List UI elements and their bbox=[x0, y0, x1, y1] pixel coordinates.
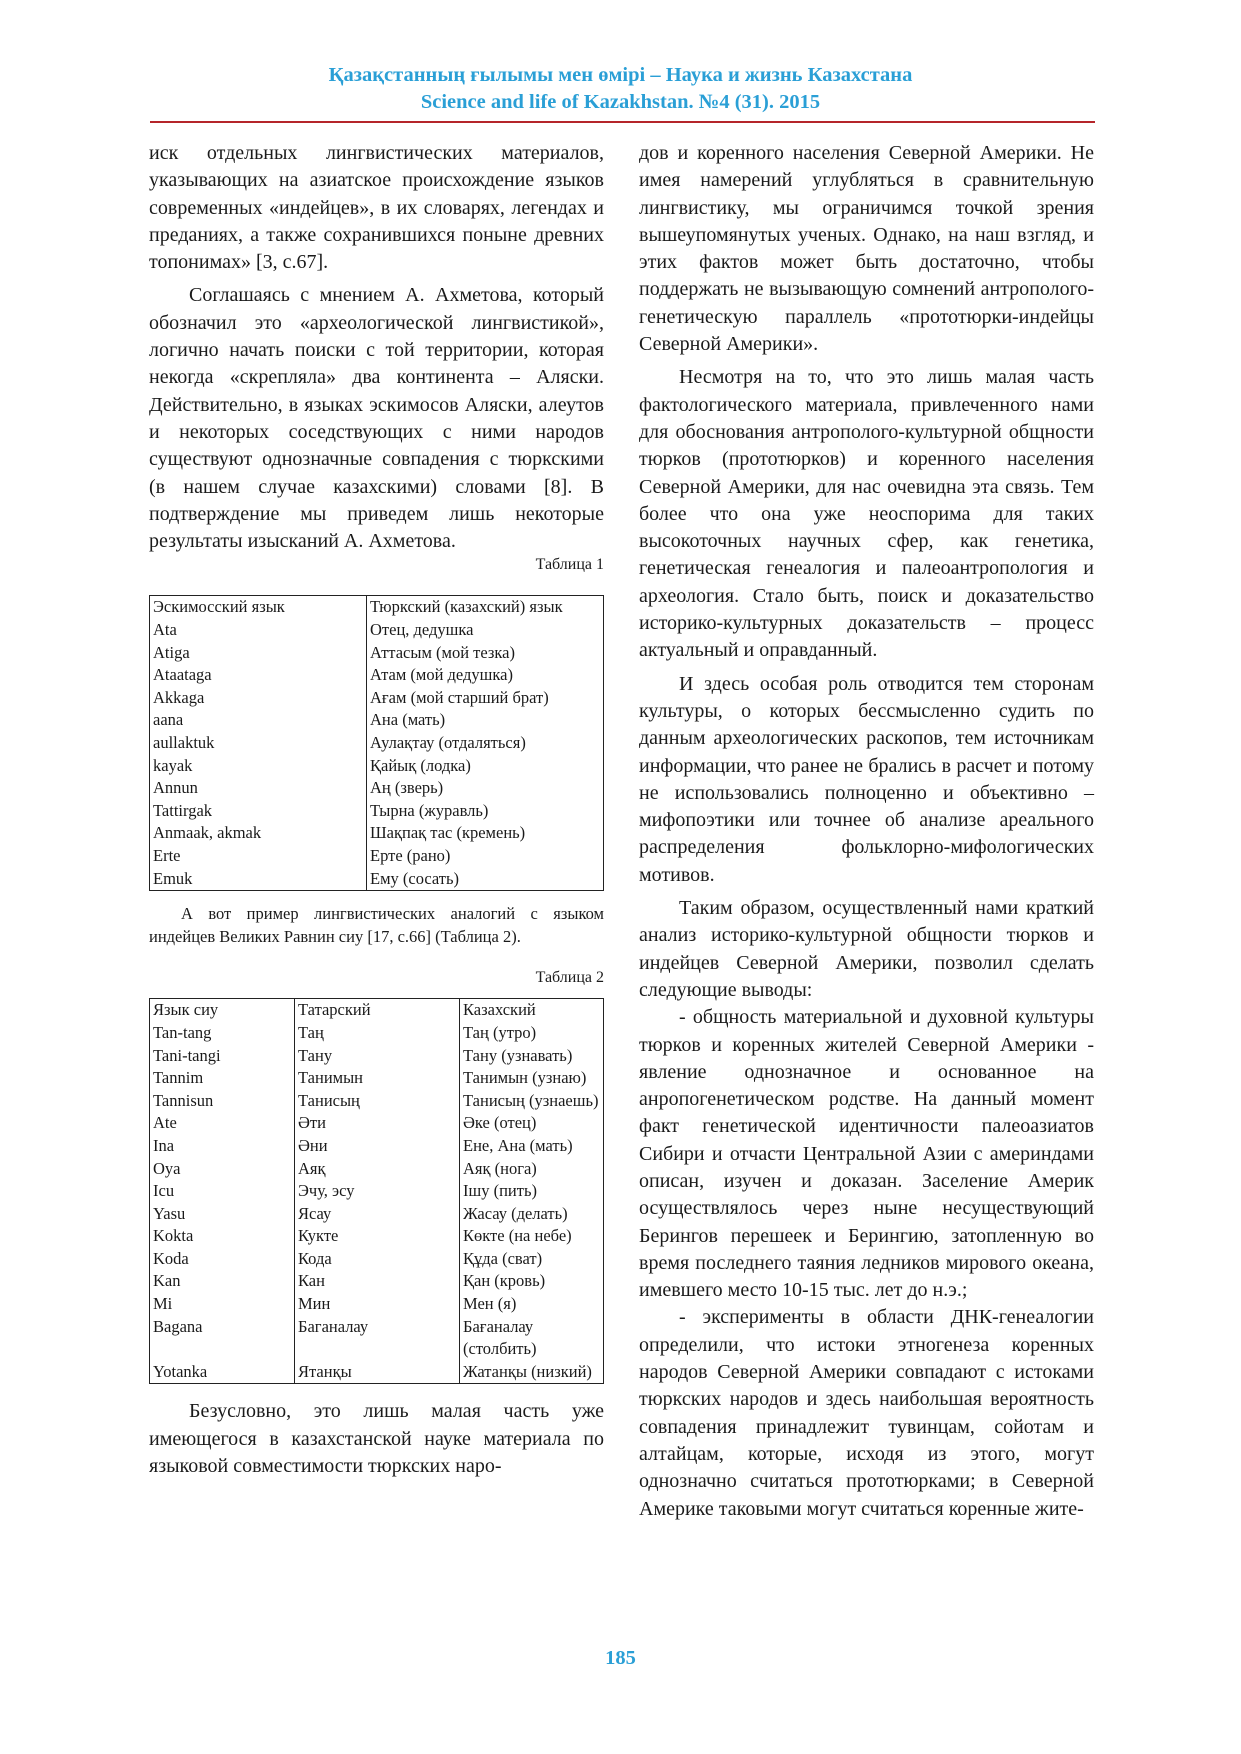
table-cell: Аяқ bbox=[295, 1158, 460, 1181]
table-header-cell: Эскимосский язык bbox=[150, 596, 367, 619]
table-header-cell: Казахский bbox=[460, 999, 604, 1022]
paragraph: Таким образом, осуществленный нами краткий анализ историко-культурной общности тюрков и индейцев Северной Америки, позволил сделать следующие выводы: bbox=[639, 897, 1094, 1001]
table-cell: Мин bbox=[295, 1293, 460, 1316]
table-row bbox=[150, 1022, 604, 1045]
table-cell: Kokta bbox=[150, 1225, 295, 1248]
table-row bbox=[150, 619, 604, 642]
journal-title-line1: Қазақстанның ғылымы мен өмірі – Наука и жизнь Казахстана bbox=[328, 64, 913, 86]
table-row bbox=[150, 709, 604, 732]
paragraph: Несмотря на то, что это лишь малая часть фактологического материала, привлеченного нами для обоснования антрополого-культурной общности тюрков (прототюрков) и коренного населения Северной Америки, для нас очевидна эта связь. Тем более что она уже неоспорима для таких высокоточных научных сфер, как генетика, генетическая генеалогия и палеоантропология и археология. Стало быть, поиск и доказательство историко-культурных доказательств – процесс актуальный и оправданный. bbox=[639, 366, 1094, 662]
table-cell: Koda bbox=[150, 1248, 295, 1271]
table-cell: Аттасым (мой тезка) bbox=[367, 642, 604, 665]
page-number: 185 bbox=[605, 1647, 636, 1669]
table-cell: Мен (я) bbox=[460, 1293, 604, 1316]
table-cell: aana bbox=[150, 709, 367, 732]
table-cell: Көкте (на небе) bbox=[460, 1225, 604, 1248]
right-column bbox=[639, 140, 1094, 1523]
table-cell: Ata bbox=[150, 619, 367, 642]
table-cell: Tan-tang bbox=[150, 1022, 295, 1045]
paragraph: дов и коренного населения Северной Америки. Не имея намерений углубляться в сравнительную лингвистику, мы ограничимся точкой зрения вышеупомянутых ученых. Однако, на наш взгляд, и этих фактов может быть достаточно, чтобы поддержать не вызывающую сомнений антрополого-генетическую параллель «прототюрки-индейцы Северной Америки». bbox=[639, 142, 1094, 356]
table-cell: Кан bbox=[295, 1270, 460, 1293]
table-cell: Қан (кровь) bbox=[460, 1270, 604, 1293]
table-cell: Emuk bbox=[150, 868, 367, 891]
table-row bbox=[150, 1135, 604, 1158]
table2-caption: Таблица 2 bbox=[535, 969, 604, 987]
table-cell: Жасау (делать) bbox=[460, 1203, 604, 1226]
table-cell: Тырна (журавль) bbox=[367, 800, 604, 823]
table-cell: Tattirgak bbox=[150, 800, 367, 823]
table-cell: Erte bbox=[150, 845, 367, 868]
table-row bbox=[150, 687, 604, 710]
table-cell: Ему (сосать) bbox=[367, 868, 604, 891]
table-cell: Akkaga bbox=[150, 687, 367, 710]
table-cell: Ясау bbox=[295, 1203, 460, 1226]
table-cell: Тану bbox=[295, 1045, 460, 1068]
table-row bbox=[150, 1203, 604, 1226]
table-cell: Аулақтау (отдаляться) bbox=[367, 732, 604, 755]
table-row bbox=[150, 664, 604, 687]
header-divider bbox=[150, 121, 1095, 123]
table-cell: Тану (узнавать) bbox=[460, 1045, 604, 1068]
table2 bbox=[149, 998, 604, 1384]
table-row bbox=[150, 1270, 604, 1293]
paragraph: Соглашаясь с мнением А. Ахметова, который обозначил это «археологической лингвистикой», логично начать поиски с той территории, которая некогда «скрепляла» два континента – Аляски. Действительно, в языках эскимосов Аляски, алеутов и некоторых соседствующих с ними народов существуют однозначные совпадения с тюркскими (в нашем случае казахскими) словами [8]. В подтверждение мы приведем лишь некоторые результаты изысканий А. Ахметова. bbox=[149, 284, 604, 553]
table-row bbox=[150, 1112, 604, 1135]
table-cell: Танисың (узнаешь) bbox=[460, 1090, 604, 1113]
table-row bbox=[150, 755, 604, 778]
table-header-cell: Язык сиу bbox=[150, 999, 295, 1022]
table-cell: kayak bbox=[150, 755, 367, 778]
table-cell: Таң (утро) bbox=[460, 1022, 604, 1045]
table-cell: Эчу, эсу bbox=[295, 1180, 460, 1203]
table-row bbox=[150, 1316, 604, 1361]
table-header-row bbox=[150, 596, 604, 619]
table-cell: Әни bbox=[295, 1135, 460, 1158]
table-row bbox=[150, 1090, 604, 1113]
table-row bbox=[150, 1248, 604, 1271]
table-cell: Ate bbox=[150, 1112, 295, 1135]
table-cell: Ене, Ана (мать) bbox=[460, 1135, 604, 1158]
table-cell: Танимын (узнаю) bbox=[460, 1067, 604, 1090]
table-cell: Ағам (мой старший брат) bbox=[367, 687, 604, 710]
journal-header bbox=[0, 62, 1241, 116]
table-cell: aullaktuk bbox=[150, 732, 367, 755]
table-cell: Отец, дедушка bbox=[367, 619, 604, 642]
table-row bbox=[150, 777, 604, 800]
table-cell: Atiga bbox=[150, 642, 367, 665]
table-cell: Кукте bbox=[295, 1225, 460, 1248]
table-cell: Танисың bbox=[295, 1090, 460, 1113]
table-cell: Icu bbox=[150, 1180, 295, 1203]
table-cell: Ана (мать) bbox=[367, 709, 604, 732]
table-cell: Танимын bbox=[295, 1067, 460, 1090]
table-cell: Tani-tangi bbox=[150, 1045, 295, 1068]
table-cell: Қайық (лодка) bbox=[367, 755, 604, 778]
table-header-cell: Тюркский (казахский) язык bbox=[367, 596, 604, 619]
table-cell: Anmaak, akmak bbox=[150, 822, 367, 845]
table-cell: Yasu bbox=[150, 1203, 295, 1226]
table-cell: Annun bbox=[150, 777, 367, 800]
table-cell: Баганалау bbox=[295, 1316, 460, 1361]
table-cell: Аң (зверь) bbox=[367, 777, 604, 800]
table-cell: Oya bbox=[150, 1158, 295, 1181]
left-column bbox=[149, 140, 604, 1480]
table-row bbox=[150, 868, 604, 891]
table-row bbox=[150, 1067, 604, 1090]
table-cell: Таң bbox=[295, 1022, 460, 1045]
table-row bbox=[150, 1293, 604, 1316]
table-cell: Bagana bbox=[150, 1316, 295, 1361]
paragraph: иск отдельных лингвистических материалов, указывающих на азиатское происхождение языков современных «индейцев», в их словарях, легендах и преданиях, а также сохранившихся поныне древних топонимах» [3, с.67]. bbox=[149, 142, 604, 274]
table1-caption: Таблица 1 bbox=[535, 556, 604, 574]
paragraph: Безусловно, это лишь малая часть уже имеющегося в казахстанской науке материала по языковой совместимости тюркских наро- bbox=[149, 1400, 604, 1478]
table-header-cell: Татарский bbox=[295, 999, 460, 1022]
table-cell: Ішу (пить) bbox=[460, 1180, 604, 1203]
table-cell: Ятанқы bbox=[295, 1361, 460, 1384]
table-cell: Құда (сват) bbox=[460, 1248, 604, 1271]
table-cell: Mi bbox=[150, 1293, 295, 1316]
list-item: - эксперименты в области ДНК-генеалогии определили, что истоки этногенеза коренных народов Северной Америки совпадают с истоками тюркских народов и здесь наибольшая вероятность совпадения принадлежит тувинцам, сойотам и алтайцам, которые, исходя из этого, могут однозначно считаться прототюрками; в Северной Америке таковыми могут считаться коренные жите- bbox=[639, 1306, 1094, 1520]
table-cell: Шақпақ тас (кремень) bbox=[367, 822, 604, 845]
table-cell: Әке (отец) bbox=[460, 1112, 604, 1135]
table-row bbox=[150, 642, 604, 665]
table-cell: Ерте (рано) bbox=[367, 845, 604, 868]
table1 bbox=[149, 595, 604, 891]
table-row bbox=[150, 1180, 604, 1203]
table-row bbox=[150, 845, 604, 868]
table-row bbox=[150, 800, 604, 823]
paragraph: И здесь особая роль отводится тем сторонам культуры, о которых бессмысленно судить по данным археологических раскопов, тем источникам информации, что ранее не брались в расчет и потому не использовались полноценно и объективно – мифопоэтики или точнее об анализе ареального распределения фольклорно-мифологических мотивов. bbox=[639, 672, 1094, 886]
table-cell: Кода bbox=[295, 1248, 460, 1271]
table-cell: Жатанқы (низкий) bbox=[460, 1361, 604, 1384]
table-cell: Әти bbox=[295, 1112, 460, 1135]
table-row bbox=[150, 1225, 604, 1248]
table-cell: Аяқ (нога) bbox=[460, 1158, 604, 1181]
table-cell: Бағаналау (столбить) bbox=[460, 1316, 604, 1361]
table-cell: Ina bbox=[150, 1135, 295, 1158]
table2-note: А вот пример лингвистических аналогий с языком индейцев Великих Равнин сиу [17, с.66] (Таблица 2). bbox=[149, 904, 604, 946]
table-cell: Ataataga bbox=[150, 664, 367, 687]
table-row bbox=[150, 732, 604, 755]
table-row bbox=[150, 1045, 604, 1068]
journal-title-line2: Science and life of Kazakhstan. №4 (31). 2015 bbox=[420, 91, 821, 113]
table-row bbox=[150, 1158, 604, 1181]
list-item: - общность материальной и духовной культуры тюрков и коренных жителей Северной Америки - явление однозначное и основанное на анропогенетическом родстве. На данный момент факт генетической идентичности палеоазиатов Сибири и отчасти Центральной Азии с америндами описан, изучен и доказан. Заселение Америк осуществлялось через ныне несуществующий Берингов перешеек и Берингию, затопленную во время последнего таяния ледников мирового океана, имевшего место 10-15 тыс. лет до н.э.; bbox=[639, 1006, 1094, 1302]
table-cell: Kan bbox=[150, 1270, 295, 1293]
table-row bbox=[150, 1361, 604, 1384]
table-header-row bbox=[150, 999, 604, 1022]
table-cell: Tannim bbox=[150, 1067, 295, 1090]
table-row bbox=[150, 822, 604, 845]
table-cell: Yotanka bbox=[150, 1361, 295, 1384]
table-cell: Tannisun bbox=[150, 1090, 295, 1113]
table-cell: Атам (мой дедушка) bbox=[367, 664, 604, 687]
